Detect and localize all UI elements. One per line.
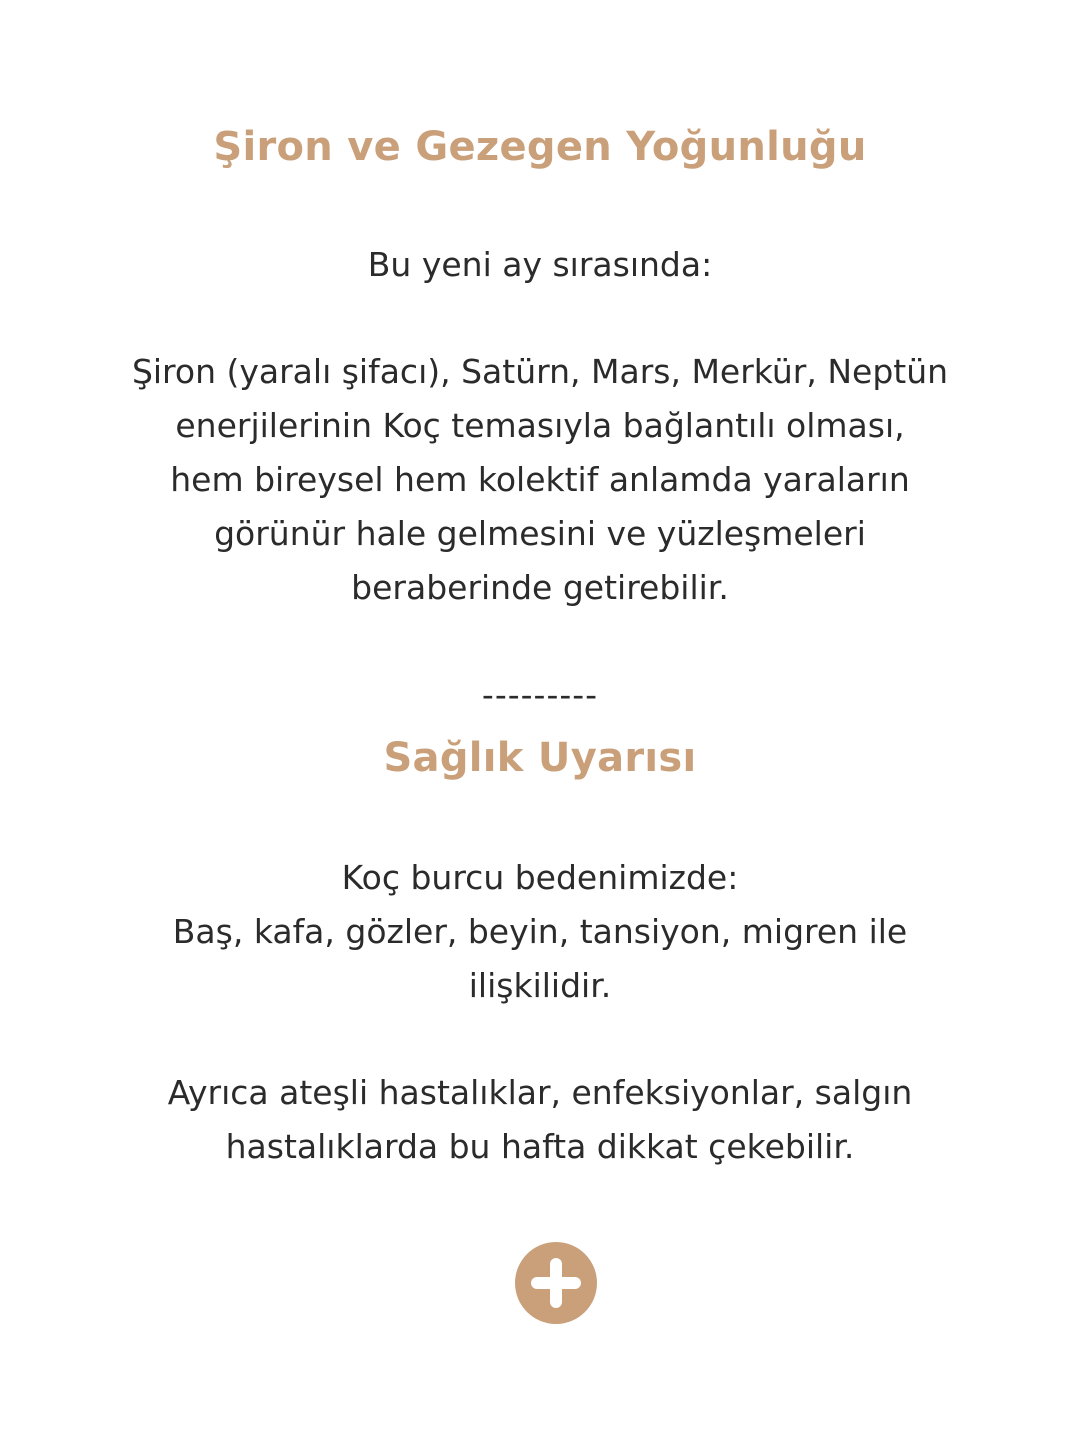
section-intro-new-moon: Bu yeni ay sırasında: [367, 245, 713, 284]
paragraph-line: hem bireysel hem kolektif anlamda yaraların [170, 460, 910, 499]
paragraph-line: beraberinde getirebilir. [351, 568, 729, 607]
paragraph-line: hastalıklarda bu hafta dikkat çekebilir. [225, 1127, 855, 1166]
paragraph-line: görünür hale gelmesini ve yüzleşmeleri [214, 514, 866, 553]
paragraph-line: Ayrıca ateşli hastalıklar, enfeksiyonlar, salgın [167, 1073, 913, 1112]
section-title-health-warning: Sağlık Uyarısı [383, 735, 697, 781]
section-title-chiron: Şiron ve Gezegen Yoğunluğu [213, 124, 867, 170]
section-intro-aries-body: Koç burcu bedenimizde: [341, 858, 739, 897]
plus-circle-icon [515, 1242, 597, 1324]
section-divider: --------- [481, 675, 599, 714]
paragraph-line: ilişkilidir. [468, 966, 612, 1005]
paragraph-line: enerjilerinin Koç temasıyla bağlantılı olması, [175, 406, 905, 445]
paragraph-line: Baş, kafa, gözler, beyin, tansiyon, migren ile [172, 912, 908, 951]
paragraph-line: Şiron (yaralı şifacı), Satürn, Mars, Merkür, Neptün [131, 352, 949, 391]
